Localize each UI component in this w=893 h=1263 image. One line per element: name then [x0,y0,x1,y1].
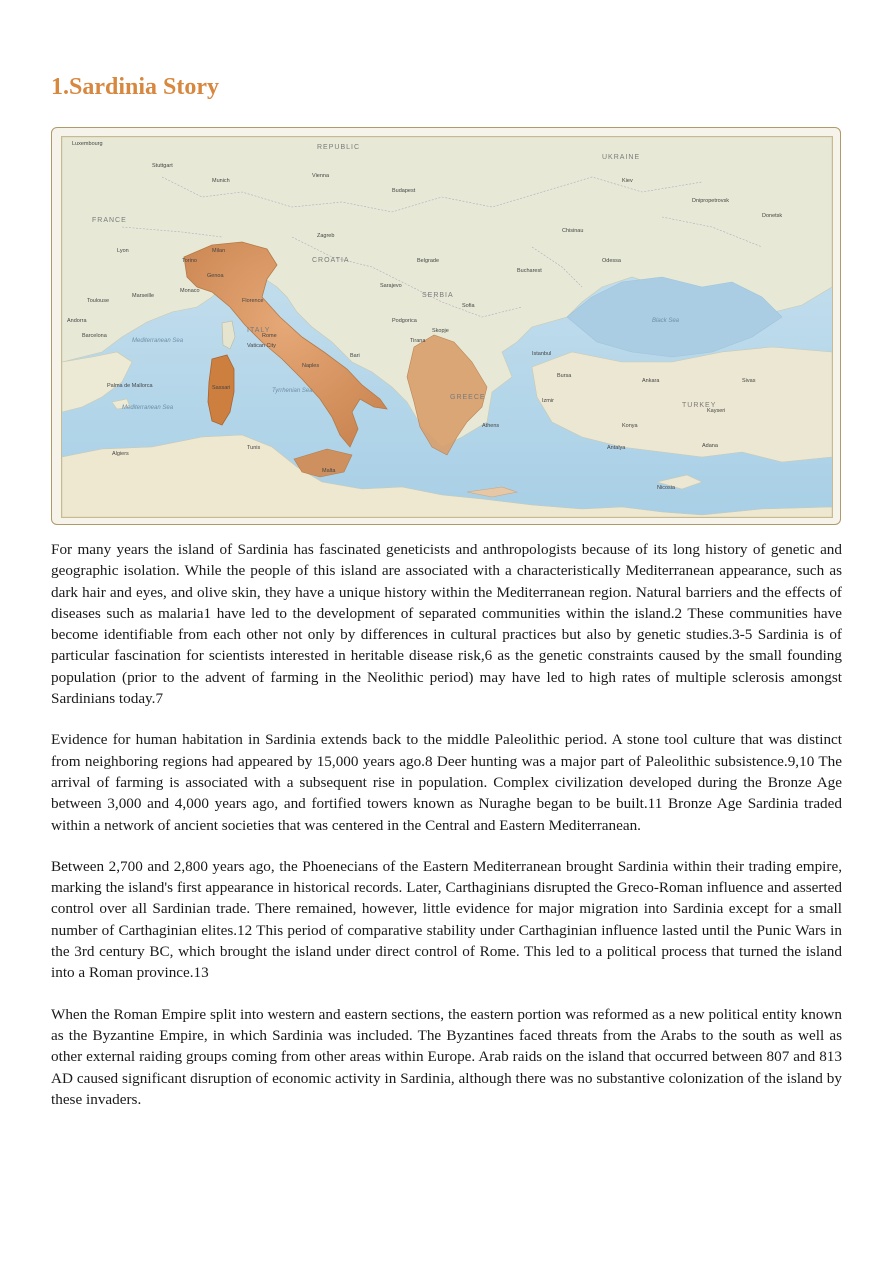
map-label-city: Adana [702,443,718,449]
map-label-city: Lyon [117,248,129,254]
map-label-city: Sarajevo [380,283,402,289]
map-label-city: Stuttgart [152,163,173,169]
map-label-city: Monaco [180,288,200,294]
map-label-city: Kayseri [707,408,726,414]
map-label-city: Tunis [247,445,261,451]
paragraph: Evidence for human habitation in Sardinia extends back to the middle Paleolithic period. A stone tool culture that was distinct from neighboring regions had appeared by 15,000 years ago.8 Deer hunting was a major part of Paleolithic subsistence.9,10 The arrival of farming is associated with a subsequent rise in population. Complex civilization developed during the Bronze Age between 3,000 and 4,000 years ago, and fortified towers known as Nuraghe began to be built.11 Bronze Age Sardinia traded within a network of ancient societies that was centered in the Central and Eastern Mediterranean. [51,731,842,834]
map-label-city: Nicosia [657,485,676,491]
map-label-city: Palma de Mallorca [107,383,153,389]
map-label-city: Belgrade [417,258,440,264]
map-label-country: ITALY [247,327,271,334]
paragraph: When the Roman Empire split into western and eastern sections, the eastern portion was reformed as a new political entity known as the Byzantine Empire, in which Sardinia was included. The Byzantines faced threats from the Arabs to the south as well as other external raiding groups coming from other areas within Europe. Arab raids on the island that occurred between 807 and 813 AD caused significant disruption of economic activity in Sardinia, although there was no substantive colonization of the island by these invaders. [51,1005,842,1108]
map-label-city: Luxembourg [72,141,103,147]
map-label-city: Algiers [112,451,129,457]
page-title: 1.Sardinia Story [51,74,220,100]
map-label-city: Kiev [622,178,633,184]
map-label-city: Bucharest [517,268,542,274]
map-label-city: Ankara [642,378,660,384]
map-label-country: FRANCE [92,217,127,224]
map-label-city: Dnipropetrovsk [692,198,729,204]
map-label-city: Istanbul [532,351,552,357]
map-label-city: Donetsk [762,213,783,219]
map-label-city: Tirana [410,338,426,344]
map-label-sea: Black Sea [652,318,680,324]
map-label-country: TURKEY [682,402,717,409]
map-label-country: REPUBLIC [317,144,361,151]
map-label-city: Toulouse [87,298,110,304]
paragraph: For many years the island of Sardinia has fascinated geneticists and anthropologists because of its long history of genetic and geographic isolation. While the people of this island are associated with a characteristically Mediterranean appearance, such as dark hair and eyes, and olive skin, they have a unique history within the Mediterranean region. Natural barriers and the effects of diseases such as malaria1 have led to the development of separated communities within the island.2 These communities have become identifiable from each other not only by differences in cultural practices but also by genetic studies.3-5 Sardinia is of particular fascination for scientists interested in heritable disease risk,6 as the genetic constraints caused by the small founding population (prior to the advent of farming in the Neolithic period) may have led to high rates of multiple sclerosis amongst Sardinians today.7 [51,541,842,708]
map-label-city: Vienna [312,173,330,179]
map-label-city: Sivas [742,378,756,384]
europe-map [61,136,833,518]
map-label-city: Malta [322,468,336,474]
map-label-country: CROATIA [312,257,350,264]
article-body [51,539,842,1130]
map-label-city: Genoa [207,273,224,279]
map-label-city: Konya [622,423,638,429]
map-figure [51,127,841,525]
map-label-city: Barcelona [82,333,107,339]
map-label-country: UKRAINE [602,154,641,161]
map-label-city: Vatican City [247,343,276,349]
map-label-city: Naples [302,363,320,369]
map-label-city: Antalya [607,445,626,451]
map-label-city: Sassari [212,385,231,391]
map-label-city: Milan [212,248,226,254]
map-label-city: Andorra [67,318,87,324]
map-label-country: GREECE [450,394,486,401]
map-label-city: Florence [242,298,264,304]
map-label-sea: Mediterranean Sea [132,338,184,344]
map-label-city: Odessa [602,258,621,264]
paragraph: Between 2,700 and 2,800 years ago, the Phoenecians of the Eastern Mediterranean brought Sardinia within their trading empire, marking the island's first appearance in historical records. Later, Carthaginians disrupted the Greco-Roman influence and asserted control over all Sardinian trade. There remained, however, little evidence for major migration into Sardinia except for a small number of Carthaginian elites.12 This period of comparative stability under Carthaginian influence lasted until the Punic Wars in the 3rd century BC, which brought the island under direct control of Rome. This led to a political process that turned the island into a Roman province.13 [51,857,842,982]
map-label-city: Zagreb [317,233,335,239]
map-label-sea: Tyrrhenian Sea [272,388,313,394]
map-label-city: Bursa [557,373,572,379]
map-label-city: Bari [350,353,360,359]
map-label-city: Marseille [132,293,155,299]
map-label-city: Izmir [542,398,554,404]
map-label-sea: Mediterranean Sea [122,405,174,411]
map-label-city: Chisinau [562,228,584,234]
map-label-city: Munich [212,178,230,184]
map-label-city: Torino [182,258,197,264]
map-label-city: Rome [262,333,277,339]
map-label-city: Athens [482,423,500,429]
map-label-city: Sofia [462,303,475,309]
map-label-country: SERBIA [422,292,454,299]
map-label-city: Budapest [392,188,416,194]
map-label-city: Podgorica [392,318,417,324]
map-label-city: Skopje [432,328,449,334]
